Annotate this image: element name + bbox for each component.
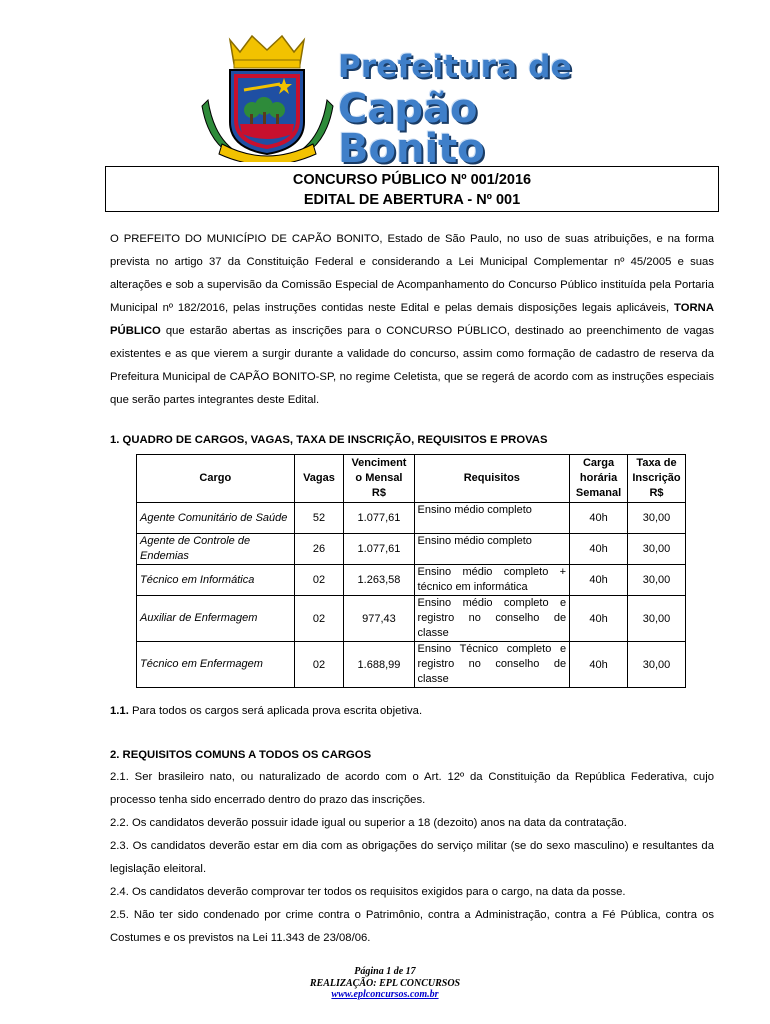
th-requisitos: Requisitos [414, 455, 570, 503]
section1-heading: 1. QUADRO DE CARGOS, VAGAS, TAXA DE INSCRIÇÃO, REQUISITOS E PROVAS [110, 434, 548, 446]
brand-line1: Prefeitura de [338, 49, 572, 85]
cell-vagas: 02 [294, 565, 344, 596]
title-line2: EDITAL DE ABERTURA - Nº 001 [303, 192, 521, 208]
coat-of-arms-icon [200, 30, 335, 162]
cell-cargo: Técnico em Informática [137, 565, 295, 596]
th-taxa: Taxa de Inscrição R$ [628, 455, 686, 503]
cell-requisitos: Ensino médio completo + técnico em informática [414, 565, 570, 596]
intro-bold: TORNA PÚBLICO [110, 302, 714, 337]
brand-line2: Capão Bonito [338, 86, 485, 172]
cell-carga: 40h [570, 534, 628, 565]
cell-vencimento: 977,43 [344, 596, 414, 642]
requisito-item: 2.1. Ser brasileiro nato, ou naturalizado de acordo com o Art. 12º da Constituição da República Federativa, cujo processo tenha sido encerrado dentro do prazo das inscrições. [110, 771, 714, 806]
th-carga: Carga horária Semanal [570, 455, 628, 503]
cell-vencimento: 1.688,99 [344, 642, 414, 688]
cell-requisitos: Ensino Técnico completo e registro no conselho de classe [414, 642, 570, 688]
requisito-item: 2.3. Os candidatos deverão estar em dia com as obrigações do serviço militar (se do sexo masculino) e resultantes da legislação eleitoral. [110, 840, 714, 875]
th-vagas: Vagas [294, 455, 344, 503]
cell-carga: 40h [570, 642, 628, 688]
intro-text-1: O PREFEITO DO MUNICÍPIO DE CAPÃO BONITO, Estado de São Paulo, no uso de suas atribuições, e na forma prevista no artigo 37 da Constituição Federal e considerando a Lei Municipal Complementar nº 45/2005 e suas alterações e sob a supervisão da Comissão Especial de Acompanhamento do Concurso Público instituída pela Portaria Municipal nº 182/2016, pelas instruções contidas neste Edital e pelas demais disposições legais aplicáveis, [110, 233, 714, 314]
cell-taxa: 30,00 [628, 534, 686, 565]
footer-realizacao: REALIZAÇÃO: EPL CONCURSOS [309, 977, 461, 989]
cell-cargo: Técnico em Enfermagem [137, 642, 295, 688]
cell-requisitos: Ensino médio completo e registro no conselho de classe [414, 596, 570, 642]
cell-taxa: 30,00 [628, 596, 686, 642]
intro-text-2: que estarão abertas as inscrições para o CONCURSO PÚBLICO, destinado ao preenchimento de vagas existentes e as que vierem a surgir durante a validade do concurso, assim como formação de cadastro de reserva da Prefeitura Municipal de CAPÃO BONITO-SP, no regime Celetista, que se regerá de acordo com as instruções especiais que serão partes integrantes deste Edital. [110, 325, 714, 406]
footer-page-number: Página 1 de 17 [354, 966, 416, 977]
cell-vencimento: 1.077,61 [344, 503, 414, 534]
intro-paragraph [110, 228, 714, 412]
requisito-item: 2.4. Os candidatos deverão comprovar ter todos os requisitos exigidos para o cargo, na data da posse. [110, 886, 626, 898]
requisito-item: 2.5. Não ter sido condenado por crime contra o Patrimônio, contra a Administração, contra a Fé Pública, contra os Costumes e os previstos na Lei 11.343 de 23/08/06. [110, 909, 714, 944]
cell-vagas: 02 [294, 642, 344, 688]
cell-vencimento: 1.077,61 [344, 534, 414, 565]
cell-carga: 40h [570, 596, 628, 642]
table-row [137, 534, 686, 565]
th-cargo: Cargo [137, 455, 295, 503]
table-row [137, 565, 686, 596]
cell-carga: 40h [570, 565, 628, 596]
header [200, 30, 620, 172]
cell-vagas: 02 [294, 596, 344, 642]
th-vencimento: Venciment o Mensal R$ [344, 455, 414, 503]
cell-requisitos: Ensino médio completo [414, 534, 570, 565]
brand-title [338, 49, 620, 172]
table-row [137, 596, 686, 642]
cell-cargo: Agente Comunitário de Saúde [137, 503, 295, 534]
table-header-row [137, 455, 686, 503]
requisito-item: 2.2. Os candidatos deverão possuir idade igual ou superior a 18 (dezoito) anos na data da contratação. [110, 817, 627, 829]
cell-taxa: 30,00 [628, 503, 686, 534]
cell-cargo: Auxiliar de Enfermagem [137, 596, 295, 642]
footer-link[interactable]: www.eplconcursos.com.br [331, 989, 439, 1000]
cell-vencimento: 1.263,58 [344, 565, 414, 596]
page-footer [0, 966, 770, 1001]
section2-items [110, 766, 714, 950]
cell-cargo: Agente de Controle de Endemias [137, 534, 295, 565]
cell-vagas: 52 [294, 503, 344, 534]
table-row [137, 642, 686, 688]
cell-taxa: 30,00 [628, 565, 686, 596]
cell-carga: 40h [570, 503, 628, 534]
title-line1: CONCURSO PÚBLICO Nº 001/2016 [292, 172, 532, 188]
cell-taxa: 30,00 [628, 642, 686, 688]
cell-requisitos: Ensino médio completo [414, 503, 570, 534]
cell-vagas: 26 [294, 534, 344, 565]
table-row [137, 503, 686, 534]
note-text: Para todos os cargos será aplicada prova escrita objetiva. [128, 705, 423, 717]
note-1-1 [110, 705, 714, 717]
section2-heading: 2. REQUISITOS COMUNS A TODOS OS CARGOS [110, 749, 372, 761]
note-number: 1.1. [110, 705, 129, 717]
edital-title-box [105, 166, 719, 212]
cargos-table [136, 454, 686, 688]
